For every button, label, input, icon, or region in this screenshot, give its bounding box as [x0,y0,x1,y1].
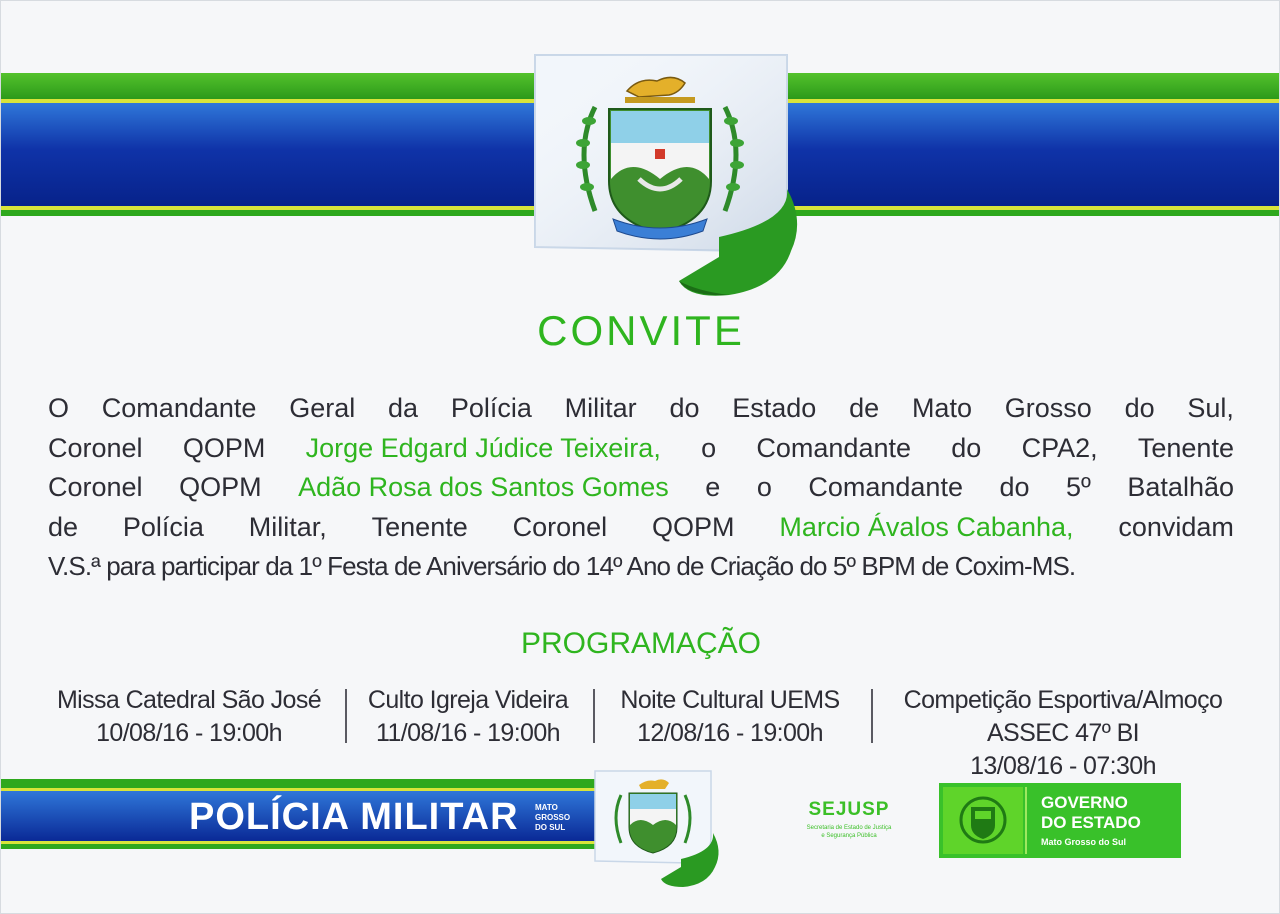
program-title: PROGRAMAÇÃO [520,627,762,660]
event-date: 13/08/16 - 07:30h [970,752,1156,780]
subtitle-line: e Segurança Pública [821,833,877,839]
body-word: de [48,511,79,542]
body-word: Tenente [1137,432,1234,463]
body-word: Militar [564,393,637,423]
event-name: Noite Cultural UEMS [620,686,840,714]
invitation-body [48,389,1234,587]
body-word: QOPM [179,472,262,502]
body-word: Comandante [101,393,257,423]
body-word: do [951,432,982,463]
body-word: do [999,472,1030,502]
body-word: do [669,393,700,423]
body-word: O [48,393,70,423]
sejusp-logo [784,799,914,840]
commander-general-name: Jorge Edgard Júdice Teixeira, [305,432,661,463]
event-divider [345,689,347,743]
body-word: Coronel [48,472,143,502]
gov-title-line: GOVERNO [1041,793,1128,812]
event-1 [41,684,337,750]
body-word: Militar, [248,511,327,542]
body-word: QOPM [651,511,735,542]
subtitle-line: DO SUL [535,823,566,832]
sejusp-subtitle [784,824,914,840]
body-word: Comandante [756,432,911,463]
body-word: o [701,432,717,463]
body-word: Polícia [450,393,532,423]
gov-title-line: DO ESTADO [1041,813,1141,832]
body-word: Comandante [808,472,963,502]
event-date: 10/08/16 - 19:00h [96,719,282,747]
body-word: da [388,393,419,423]
body-word: Sul, [1187,393,1234,423]
body-word: Mato [911,393,972,423]
cpa2-commander-name: Adão Rosa dos Santos Gomes [298,472,669,502]
body-word: Geral [289,393,356,423]
event-subtitle: ASSEC 47º BI [986,719,1139,747]
coat-of-arms-small-icon [591,767,723,891]
event-name: Missa Catedral São José [56,686,322,714]
body-word: Tenente [371,511,468,542]
body-line-2 [48,429,1234,469]
body-word: QOPM [182,432,266,463]
event-name: Culto Igreja Videira [367,686,569,714]
event-date: 12/08/16 - 19:00h [637,719,823,747]
body-word: convidam [1118,511,1234,542]
subtitle-line: MATO [535,803,558,812]
event-2 [353,684,583,750]
body-word: de [849,393,880,423]
body-word: Grosso [1004,393,1092,423]
body-word: Coronel [512,511,608,542]
state-crest-icon [943,787,1023,854]
coat-of-arms-emblem [529,51,801,301]
event-4 [885,684,1241,783]
police-wordmark: POLÍCIA MILITAR [189,796,519,838]
subtitle-line: GROSSO [535,813,571,822]
event-divider [593,689,595,743]
gov-subtitle: Mato Grosso do Sul [1041,837,1127,847]
subtitle-line: Secretaria de Estado de Justiça [806,825,892,831]
body-line-1 [48,389,1234,429]
body-line-5: V.S.ª para participar da 1º Festa de Aniversário do 14º Ano de Criação do 5º BPM de Coxim-MS. [48,551,1076,581]
police-wordmark-subtitle [535,803,570,833]
event-name: Competição Esportiva/Almoço [903,686,1223,714]
gov-title [1041,793,1141,833]
body-word: Coronel [48,432,143,463]
body-line-4 [48,508,1234,548]
state-government-logo [939,783,1181,858]
invitation-title: CONVITE [537,307,745,354]
sejusp-title: SEJUSP [808,799,890,820]
body-word: Polícia [122,511,204,542]
event-date: 11/08/16 - 19:00h [376,719,560,747]
body-word: o [756,472,772,502]
event-3 [601,684,859,750]
body-word: Batalhão [1127,472,1234,502]
body-word: CPA2, [1021,432,1098,463]
body-word: e [705,472,721,502]
body-word: 5º [1066,472,1091,502]
body-line-3 [48,468,1234,508]
event-divider [871,689,873,743]
body-word: do [1124,393,1155,423]
battalion-commander-name: Marcio Ávalos Cabanha, [779,511,1074,542]
body-word: Estado [732,393,817,423]
